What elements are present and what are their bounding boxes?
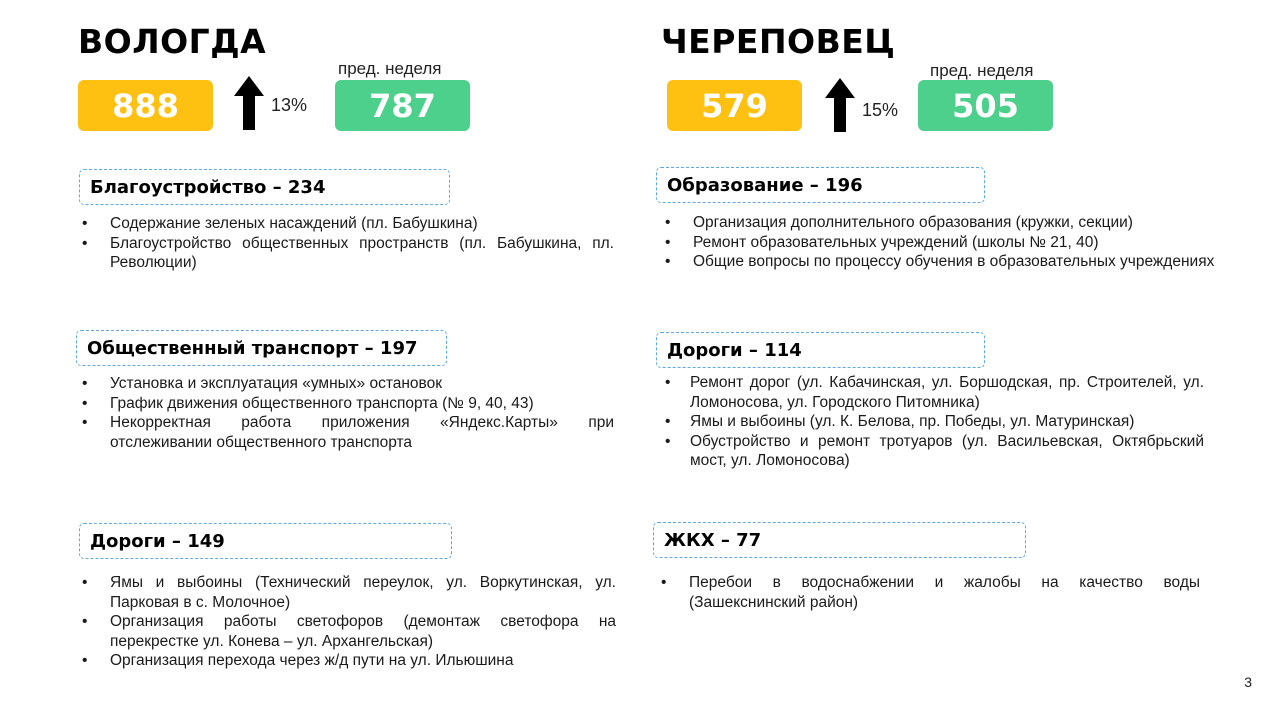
- section-title-education: Образование – 196: [656, 167, 985, 203]
- section-list-housing: [657, 573, 1200, 612]
- list-item: • Ямы и выбоины (Технический переулок, ул. Воркутинская, ул. Парковая в с. Молочное): [78, 573, 616, 612]
- section-title-roads-vologda: Дороги – 149: [79, 523, 452, 559]
- section-list-education: [661, 213, 1226, 272]
- list-item: • Обустройство и ремонт тротуаров (ул. Васильевская, Октябрьский мост, ул. Ломоносова): [661, 432, 1204, 471]
- section-title-housing: ЖКХ – 77: [653, 522, 1026, 558]
- section-list-roads-vologda: [78, 573, 616, 671]
- list-item: • Организация дополнительного образования (кружки, секции): [661, 213, 1226, 233]
- list-item: • График движения общественного транспорта (№ 9, 40, 43): [78, 394, 614, 414]
- section-title-blagoustroystvo: Благоустройство – 234: [79, 169, 450, 205]
- list-item: • Благоустройство общественных пространств (пл. Бабушкина, пл. Революции): [78, 234, 614, 273]
- city-title-vologda: ВОЛОГДА: [78, 22, 267, 61]
- list-item: • Организация работы светофоров (демонтаж светофора на перекрестке ул. Конева – ул. Архангельская): [78, 612, 616, 651]
- previous-count-cherepovets: 505: [918, 80, 1053, 131]
- section-title-transport: Общественный транспорт – 197: [76, 330, 447, 366]
- previous-count-vologda: 787: [335, 80, 470, 131]
- arrow-up-icon: [825, 78, 855, 132]
- list-item: • Перебои в водоснабжении и жалобы на качество воды (Зашекснинский район): [657, 573, 1200, 612]
- city-title-cherepovets: ЧЕРЕПОВЕЦ: [661, 22, 896, 61]
- page-number: 3: [1244, 674, 1252, 690]
- arrow-up-icon: [234, 76, 264, 130]
- current-count-vologda: 888: [78, 80, 213, 131]
- prev-week-label-vologda: пред. неделя: [338, 59, 442, 78]
- list-item: • Содержание зеленых насаждений (пл. Бабушкина): [78, 214, 614, 234]
- current-count-cherepovets: 579: [667, 80, 802, 131]
- list-item: • Общие вопросы по процессу обучения в образовательных учреждениях: [661, 252, 1226, 272]
- list-item: • Ремонт образовательных учреждений (школы № 21, 40): [661, 233, 1226, 253]
- section-list-blagoustroystvo: [78, 214, 614, 273]
- list-item: • Ремонт дорог (ул. Кабачинская, ул. Боршодская, пр. Строителей, ул. Ломоносова, ул. Городского Питомника): [661, 373, 1204, 412]
- section-title-roads-cherepovets: Дороги – 114: [656, 332, 985, 368]
- list-item: • Установка и эксплуатация «умных» остановок: [78, 374, 614, 394]
- section-list-roads-cherepovets: [661, 373, 1204, 471]
- list-item: • Ямы и выбоины (ул. К. Белова, пр. Победы, ул. Матуринская): [661, 412, 1204, 432]
- list-item: • Организация перехода через ж/д пути на ул. Ильюшина: [78, 651, 616, 671]
- prev-week-label-cherepovets: пред. неделя: [930, 61, 1034, 80]
- change-percent-cherepovets: 15%: [862, 100, 899, 120]
- section-list-transport: [78, 374, 614, 452]
- change-percent-vologda: 13%: [271, 95, 308, 115]
- list-item: • Некорректная работа приложения «Яндекс.Карты» при отслеживании общественного транспорта: [78, 413, 614, 452]
